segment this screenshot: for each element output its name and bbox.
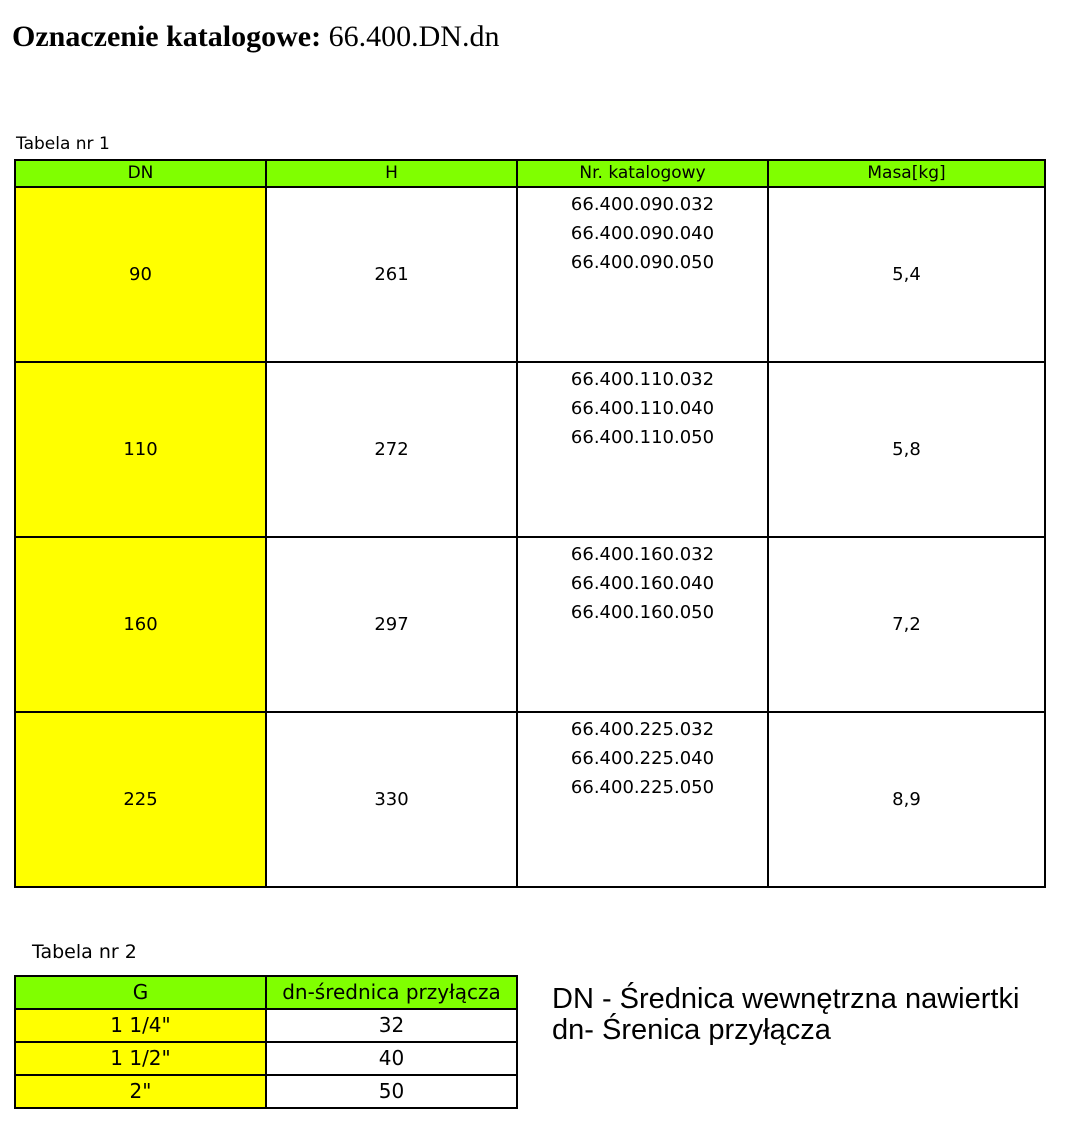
catalog-number: 66.400.225.050 <box>570 777 715 798</box>
cell-mass: 8,9 <box>768 712 1045 887</box>
legend-line-dn: DN - Średnica wewnętrzna nawiertki <box>552 983 1020 1015</box>
page-title <box>12 20 499 54</box>
catalog-table-header <box>15 160 1045 187</box>
cell-mass: 7,2 <box>768 537 1045 712</box>
table2-caption: Tabela nr 2 <box>32 941 137 963</box>
cell-g: 1 1/2" <box>15 1042 266 1075</box>
title-label: Oznaczenie katalogowe: <box>12 20 322 53</box>
catalog-number: 66.400.160.032 <box>570 544 715 565</box>
catalog-number: 66.400.110.040 <box>570 398 715 419</box>
header-mass: Masa[kg] <box>768 160 1045 187</box>
catalog-number: 66.400.110.050 <box>570 427 715 448</box>
cell-catalog-numbers <box>517 187 768 362</box>
cell-mass: 5,8 <box>768 362 1045 537</box>
catalog-number: 66.400.160.040 <box>570 573 715 594</box>
cell-h: 330 <box>266 712 517 887</box>
cell-h: 261 <box>266 187 517 362</box>
cell-h: 297 <box>266 537 517 712</box>
cell-dn: 110 <box>15 362 266 537</box>
connection-table <box>14 975 518 1109</box>
table-row <box>15 1009 517 1042</box>
cell-g: 2" <box>15 1075 266 1108</box>
catalog-number: 66.400.160.050 <box>570 602 715 623</box>
header-h: H <box>266 160 517 187</box>
table-row <box>15 362 1045 537</box>
catalog-number: 66.400.225.032 <box>570 719 715 740</box>
cell-catalog-numbers <box>517 537 768 712</box>
catalog-number: 66.400.110.032 <box>570 369 715 390</box>
cell-mass: 5,4 <box>768 187 1045 362</box>
table-row <box>15 537 1045 712</box>
header-g: G <box>15 976 266 1009</box>
catalog-number: 66.400.090.050 <box>570 252 715 273</box>
cell-catalog-numbers <box>517 362 768 537</box>
cell-catalog-numbers <box>517 712 768 887</box>
header-connection-diameter: dn-średnica przyłącza <box>266 976 517 1009</box>
cell-dn: 160 <box>15 537 266 712</box>
header-dn: DN <box>15 160 266 187</box>
title-value: 66.400.DN.dn <box>328 20 500 53</box>
catalog-number: 66.400.090.032 <box>570 194 715 215</box>
cell-connection-diameter: 50 <box>266 1075 517 1108</box>
table-row <box>15 1075 517 1108</box>
legend-line-small-dn: dn- Śrenica przyłącza <box>552 1014 831 1046</box>
table-row <box>15 712 1045 887</box>
catalog-table <box>14 159 1046 888</box>
cell-connection-diameter: 40 <box>266 1042 517 1075</box>
table-row <box>15 187 1045 362</box>
catalog-number: 66.400.225.040 <box>570 748 715 769</box>
cell-g: 1 1/4" <box>15 1009 266 1042</box>
table1-caption: Tabela nr 1 <box>16 134 110 154</box>
cell-dn: 225 <box>15 712 266 887</box>
connection-table-header <box>15 976 517 1009</box>
table-row <box>15 1042 517 1075</box>
catalog-number: 66.400.090.040 <box>570 223 715 244</box>
cell-connection-diameter: 32 <box>266 1009 517 1042</box>
header-catalog-number: Nr. katalogowy <box>517 160 768 187</box>
cell-dn: 90 <box>15 187 266 362</box>
legend <box>552 984 1019 1046</box>
cell-h: 272 <box>266 362 517 537</box>
